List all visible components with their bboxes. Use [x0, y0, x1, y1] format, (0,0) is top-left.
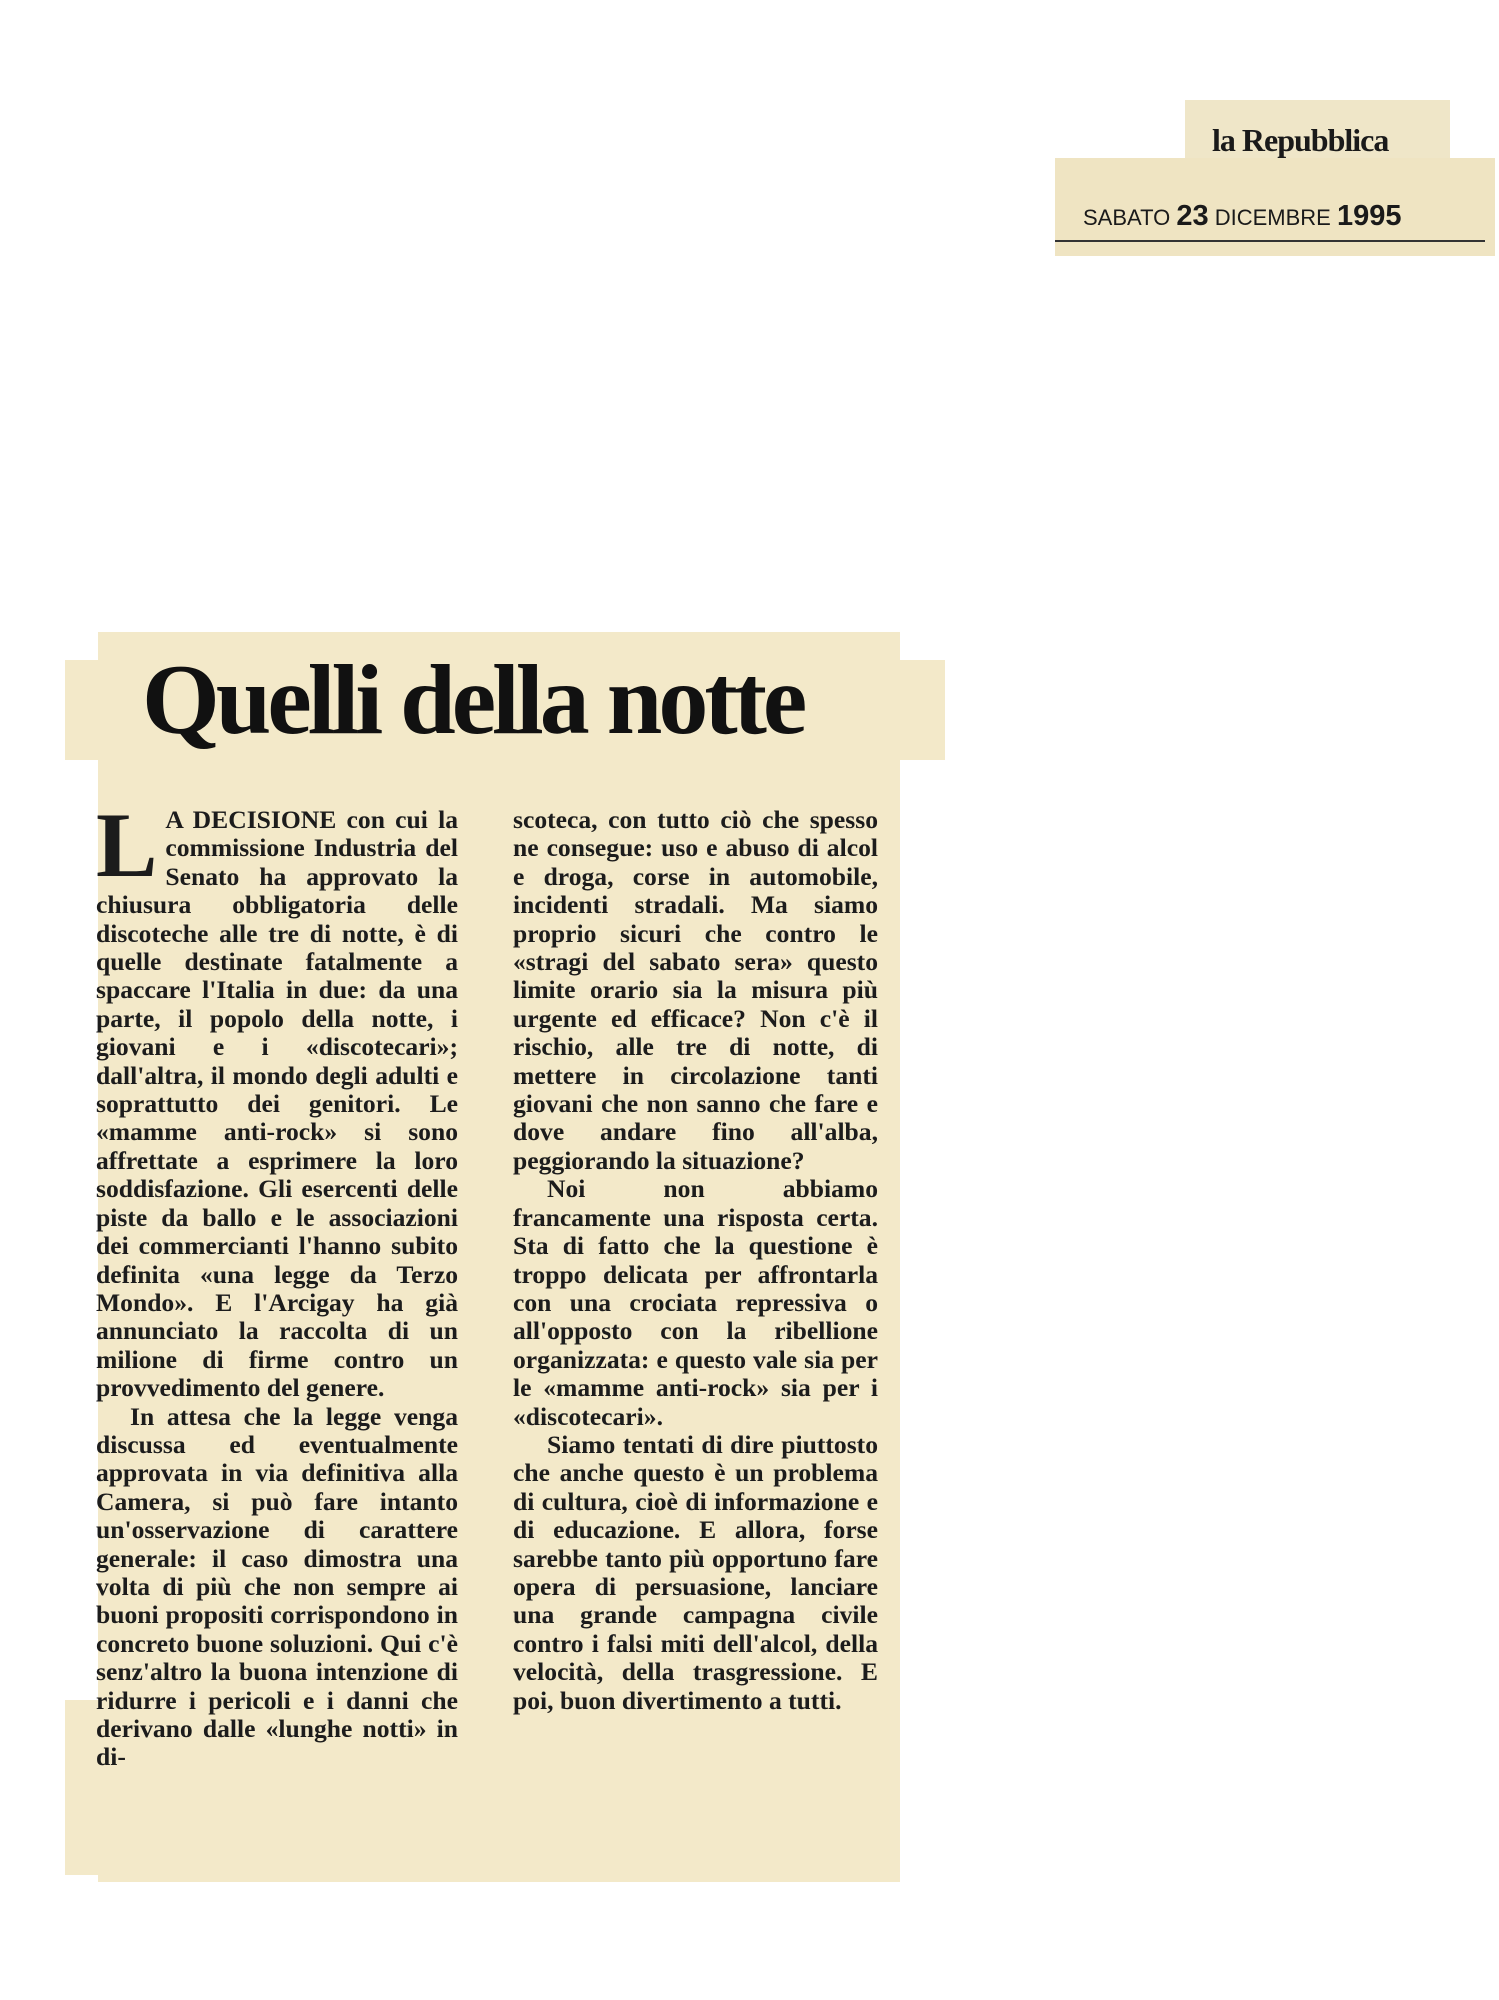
dateline-month: DICEMBRE — [1214, 205, 1331, 230]
dateline-rule — [1055, 240, 1485, 242]
article-paragraph: Noi non abbiamo francamente una risposta certa. Sta di fatto che la questione è troppo delicata per affrontarla con una crociata repressiva o all'opposto con la ribellione organizzata: e questo vale sia per le «mamme anti-rock» sia per i «discotecari». — [513, 1174, 878, 1431]
dateline — [1083, 200, 1402, 233]
paragraph-text: A DECISIONE con cui la commissione Industria del Senato ha approvato la chiusura obbligatoria delle discoteche alle tre di notte, è di quelle destinate fatalmente a spaccare l'Italia in due: da una parte, il popolo della notte, i giovani e i «discotecari»; dall'altra, il mondo degli adulti e soprattutto dei genitori. Le «mamme anti-rock» si sono affrettate a esprimere la loro soddisfazione. Gli esercenti delle piste da ballo e le associazioni dei commercianti l'hanno subito definita «una legge da Terzo Mondo». E l'Arcigay ha già annunciato la raccolta di un milione di firme contro un provvedimento del genere. — [96, 805, 458, 1403]
article-paragraph: In attesa che la legge venga discussa ed eventualmente approvata in via definitiva alla Camera, si può fare intanto un'osservazione di carattere generale: il caso dimostra una volta di più che non sempre ai buoni propositi corrispondono in concreto buone soluzioni. Qui c'è senz'altro la buona intenzione di ridurre i pericoli e i danni che derivano dalle «lunghe notti» in di- — [96, 1401, 458, 1772]
dateline-day: 23 — [1176, 200, 1209, 232]
dateline-year: 1995 — [1336, 200, 1402, 232]
newspaper-masthead: la Repubblica — [1212, 122, 1389, 158]
dateline-day-name: SABATO — [1083, 205, 1171, 230]
article-paragraph — [96, 794, 458, 1403]
article-paragraph: scoteca, con tutto ciò che spesso ne consegue: uso e abuso di alcol e droga, corse in automobile, incidenti stradali. Ma siamo proprio sicuri che contro le «stragi del sabato sera» questo limite orario sia la misura più urgente ed efficace? Non c'è il rischio, alle tre di notte, di mettere in circolazione tanti giovani che non sanno che fare e dove andare fino all'alba, peggiorando la situazione? — [513, 805, 878, 1175]
article-column-2 — [513, 806, 878, 1715]
article-column-1 — [96, 794, 458, 1772]
article-paragraph: Siamo tentati di dire piuttosto che anche questo è un problema di cultura, cioè di informazione e di educazione. E allora, forse sarebbe tanto più opportuno fare opera di persuasione, lanciare una grande campagna civile contro i falsi miti dell'alcol, della velocità, della trasgressione. E poi, buon divertimento a tutti. — [513, 1429, 878, 1715]
article-headline: Quelli della notte — [142, 644, 804, 755]
drop-cap: L — [96, 794, 158, 896]
